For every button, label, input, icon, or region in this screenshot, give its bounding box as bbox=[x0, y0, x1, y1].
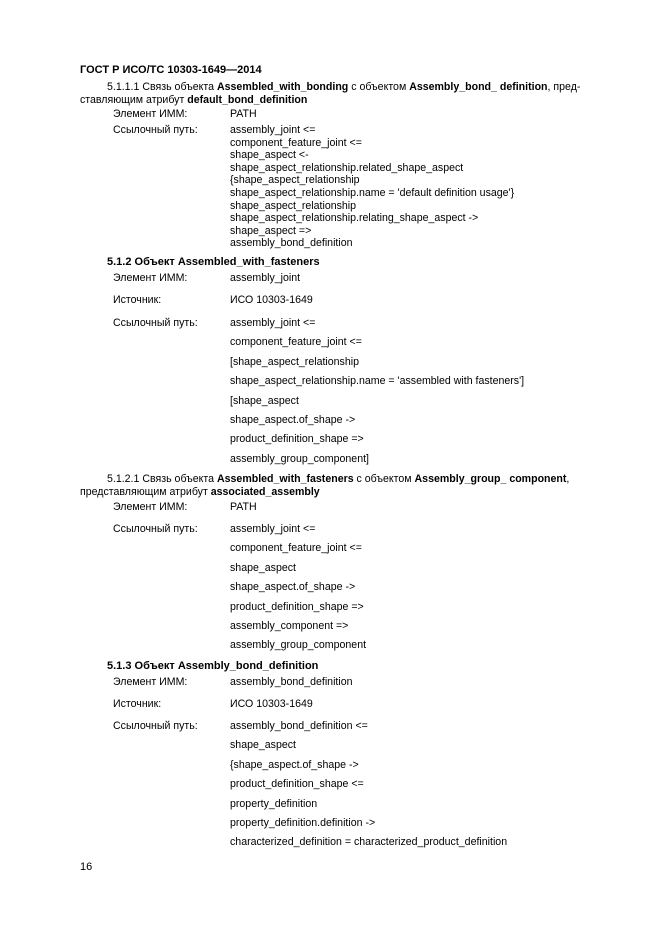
ref-line: shape_aspect bbox=[230, 739, 296, 752]
ref-line: {shape_aspect_relationship bbox=[230, 174, 360, 187]
ref-line: assembly_group_component bbox=[230, 639, 367, 652]
ref-line: assembly_group_component] bbox=[230, 452, 369, 465]
ref-line: characterized_definition = characterized_product_definition bbox=[230, 836, 508, 849]
ref-line: shape_aspect_relationship bbox=[230, 199, 357, 212]
clause-5-1-2-1-title: 5.1.2.1 Связь объекта Assembled_with_fasteners с объектом Assembly_group_ component, представляющим атрибут associated_assembly bbox=[80, 473, 570, 498]
section-5-1-3-heading: 5.1.3 Объект Assembly_bond_definition bbox=[107, 660, 319, 672]
ref-line: property_definition.definition -> bbox=[230, 816, 376, 829]
ref-line: shape_aspect => bbox=[230, 224, 312, 237]
s4-imm-label: Элемент ИММ: bbox=[113, 676, 188, 688]
s4-imm-value: assembly_bond_definition bbox=[230, 676, 353, 688]
s1-ref-label: Ссылочный путь: bbox=[113, 124, 198, 136]
ref-line: assembly_bond_definition bbox=[230, 237, 353, 250]
s2-imm-label: Элемент ИММ: bbox=[113, 272, 188, 284]
s1-imm-value: PATH bbox=[230, 108, 257, 120]
ref-line: {shape_aspect.of_shape -> bbox=[230, 758, 359, 771]
s2-ref-path bbox=[230, 317, 524, 472]
s1-imm-label: Элемент ИММ: bbox=[113, 108, 188, 120]
section-5-1-2-heading: 5.1.2 Объект Assembled_with_fasteners bbox=[107, 256, 320, 268]
s2-ref-label: Ссылочный путь: bbox=[113, 317, 198, 329]
ref-line: shape_aspect_relationship.name = 'default definition usage'} bbox=[230, 186, 515, 199]
s3-ref-label: Ссылочный путь: bbox=[113, 523, 198, 535]
ref-line: shape_aspect.of_shape -> bbox=[230, 413, 356, 426]
ref-line: shape_aspect.of_shape -> bbox=[230, 581, 356, 594]
s4-ref-label: Ссылочный путь: bbox=[113, 720, 198, 732]
ref-line: assembly_joint <= bbox=[230, 317, 316, 329]
ref-line: product_definition_shape => bbox=[230, 600, 364, 613]
ref-line: assembly_bond_definition <= bbox=[230, 720, 368, 732]
s2-source-value: ИСО 10303-1649 bbox=[230, 294, 313, 306]
ref-line: shape_aspect_relationship.relating_shape_aspect -> bbox=[230, 212, 479, 225]
document-header: ГОСТ Р ИСО/ТС 10303-1649—2014 bbox=[80, 64, 262, 76]
ref-line: component_feature_joint <= bbox=[230, 336, 362, 349]
ref-line: component_feature_joint <= bbox=[230, 136, 362, 149]
ref-line: shape_aspect_relationship.related_shape_aspect bbox=[230, 161, 464, 174]
ref-line: shape_aspect <- bbox=[230, 149, 309, 162]
s3-imm-label: Элемент ИММ: bbox=[113, 501, 188, 513]
s2-imm-value: assembly_joint bbox=[230, 272, 301, 284]
ref-line: product_definition_shape <= bbox=[230, 778, 364, 791]
ref-line: product_definition_shape => bbox=[230, 433, 364, 446]
ref-line: assembly_joint <= bbox=[230, 523, 316, 535]
s2-source-label: Источник: bbox=[113, 294, 162, 306]
ref-line: assembly_joint <= bbox=[230, 124, 316, 136]
ref-line: shape_aspect bbox=[230, 561, 296, 574]
page-number: 16 bbox=[80, 861, 93, 873]
s3-imm-value: PATH bbox=[230, 501, 257, 513]
s4-ref-path bbox=[230, 720, 507, 856]
ref-line: [shape_aspect bbox=[230, 394, 299, 407]
ref-line: assembly_component => bbox=[230, 619, 349, 632]
ref-line: component_feature_joint <= bbox=[230, 542, 362, 555]
s3-ref-path bbox=[230, 523, 366, 659]
ref-line: shape_aspect_relationship.name = 'assembled with fasteners'] bbox=[230, 375, 525, 388]
s4-source-label: Источник: bbox=[113, 698, 162, 710]
clause-5-1-1-1-title: 5.1.1.1 Связь объекта Assembled_with_bonding с объектом Assembly_bond_ definition, пред- ставляющим атрибут default_bond_definition bbox=[80, 81, 581, 106]
ref-line: property_definition bbox=[230, 797, 318, 810]
ref-line: [shape_aspect_relationship bbox=[230, 355, 359, 368]
s4-source-value: ИСО 10303-1649 bbox=[230, 698, 313, 710]
s1-ref-path bbox=[230, 124, 514, 250]
